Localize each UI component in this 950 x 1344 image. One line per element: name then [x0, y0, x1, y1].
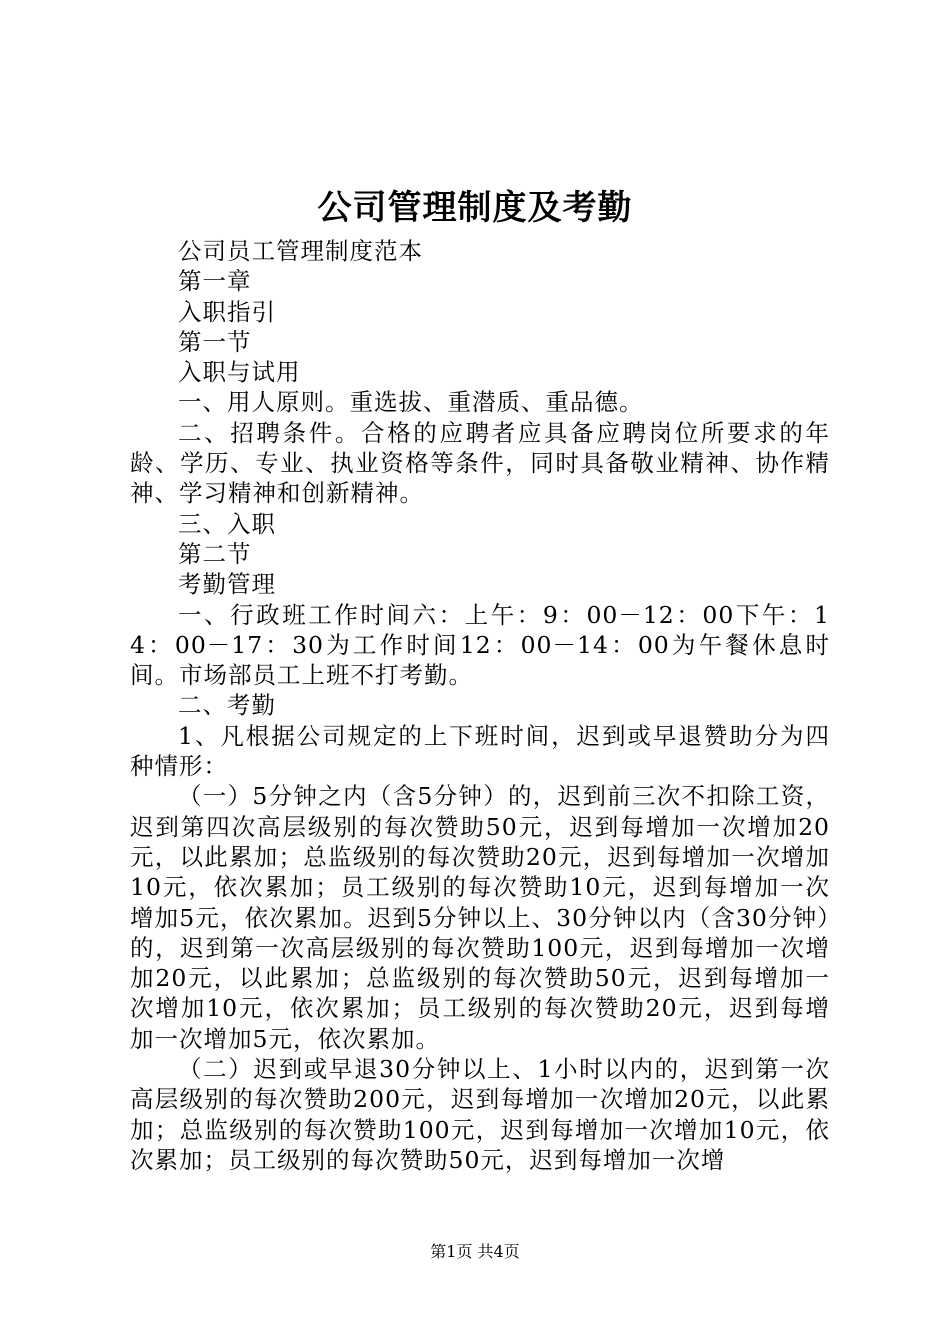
paragraph-case-2: （二）迟到或早退30分钟以上、1小时以内的，迟到第一次高层级别的每次赞助200元，迟到每增加一次增加20元，以此累加；总监级别的每次赞助100元，迟到每增加一次增加10元，依次累加；员工级别的每次赞助50元，迟到每增加一次增	[130, 1055, 830, 1174]
paragraph-section-2-title: 考勤管理	[178, 570, 276, 599]
paragraph-chapter: 第一章	[178, 267, 252, 296]
paragraph-case-1: （一）5分钟之内（含5分钟）的，迟到前三次不扣除工资，迟到第四次高层级别的每次赞助50元，迟到每增加一次增加20元，以此累加；总监级别的每次赞助20元，迟到每增加一次增加10元，依次累加；员工级别的每次赞助10元，迟到每增加一次增加5元，依次累加。迟到5分钟以上、30分钟以内（含30分钟）的，迟到第一次高层级别的每次赞助100元，迟到每增加一次增加20元，以此累加；总监级别的每次赞助50元，迟到每增加一次增加10元，依次累加；员工级别的每次赞助20元，迟到每增加一次增加5元，依次累加。	[130, 782, 830, 1053]
paragraph-subtitle: 公司员工管理制度范本	[178, 237, 423, 265]
paragraph-section-1: 第一节	[178, 327, 252, 356]
paragraph-hiring-principle: 一、用人原则。重选拔、重潜质、重品德。	[178, 388, 644, 417]
paragraph-attendance: 二、考勤	[178, 691, 276, 720]
page-footer: 第1页 共4页	[430, 1242, 520, 1261]
document-title: 公司管理制度及考勤	[317, 188, 633, 228]
paragraph-work-hours: 一、行政班工作时间六：上午：9：00－12：00下午：14：00－17：30为工作时间12：00－14：00为午餐休息时间。市场部员工上班不打考勤。	[130, 600, 830, 690]
paragraph-section-2: 第二节	[178, 539, 252, 568]
document-body	[130, 236, 830, 1175]
paragraph-onboarding: 三、入职	[178, 509, 276, 538]
paragraph-lateness-rule: 1、凡根据公司规定的上下班时间，迟到或早退赞助分为四种情形：	[130, 721, 830, 781]
paragraph-chapter-title: 入职指引	[178, 297, 276, 326]
paragraph-hiring-conditions: 二、招聘条件。合格的应聘者应具备应聘岗位所要求的年龄、学历、专业、执业资格等条件，同时具备敬业精神、协作精神、学习精神和创新精神。	[130, 418, 830, 508]
paragraph-section-1-title: 入职与试用	[178, 358, 301, 387]
